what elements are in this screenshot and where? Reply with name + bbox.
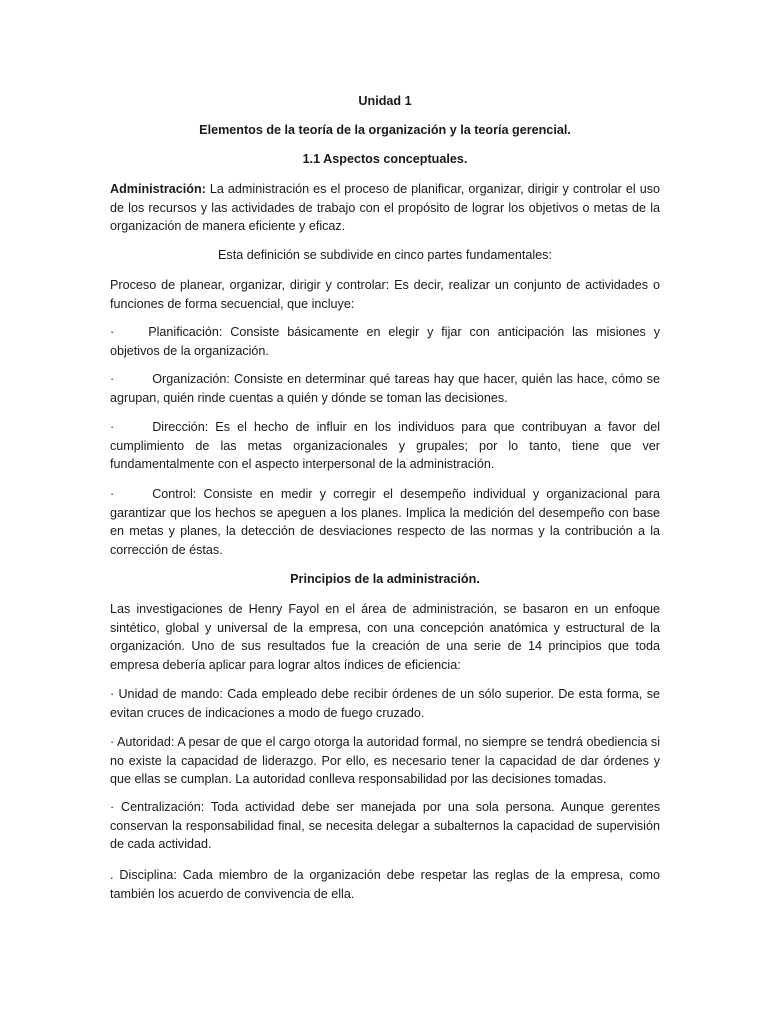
admin-definition-paragraph <box>110 180 660 236</box>
principles-intro-paragraph: Las investigaciones de Henry Fayol en el área de administración, se basaron en un enfoque sintético, global y universal de la empresa, con una concepción anatómica y estructural de la organización. Uno de sus resultados fue la creación de una serie de 14 principios que toda empresa debería aplicar para lograr altos índices de eficiencia: <box>110 602 660 672</box>
document-title: Elementos de la teoría de la organización y la teoría gerencial. <box>199 123 571 137</box>
section-heading: 1.1 Aspectos conceptuales. <box>302 152 468 166</box>
process-paragraph: Proceso de planear, organizar, dirigir y controlar: Es decir, realizar un conjunto de actividades o funciones de forma secuencial, que incluye: <box>110 278 660 311</box>
control-text: Control: Consiste en medir y corregir el desempeño individual y organizacional para garantizar que los hechos se apeguen a los planes. Implica la medición del desempeño con base en metas y planes, la detección de desviaciones respecto de las normas y la contribución a la corrección de éstas. <box>110 487 660 557</box>
admin-term: Administración: <box>110 182 206 196</box>
planificacion-text: Planificación: Consiste básicamente en elegir y fijar con anticipación las misiones y objetivos de la organización. <box>110 325 660 358</box>
centralizacion-item: · Centralización: Toda actividad debe ser manejada por una sola persona. Aunque gerentes conservan la responsabilidad final, se necesita delegar a subalternos la capacidad de supervisión de cada actividad. <box>110 800 660 852</box>
bullet: · <box>110 487 115 501</box>
direccion-item <box>110 418 660 474</box>
bullet: · <box>110 372 115 386</box>
disciplina-item: . Disciplina: Cada miembro de la organización debe respetar las reglas de la empresa, como también los acuerdo de convivencia de ella. <box>110 868 660 901</box>
direccion-text: Dirección: Es el hecho de influir en los individuos para que contribuyan a favor del cumplimiento de las metas organizacionales y grupales; por lo tanto, tiene que ver fundamentalmente con el aspecto interpersonal de la administración. <box>110 420 660 472</box>
principles-heading: Principios de la administración. <box>290 572 480 586</box>
autoridad-item: · Autoridad: A pesar de que el cargo otorga la autoridad formal, no siempre se tendrá obediencia si no existe la capacidad de liderazgo. Por ello, es necesario tener la capacidad de dar órdenes y que ellas se cumplan. La autoridad conlleva responsabilidad por las decisiones tomadas. <box>110 735 660 787</box>
unit-heading: Unidad 1 <box>358 94 412 108</box>
organizacion-text: Organización: Consiste en determinar qué tareas hay que hacer, quién las hace, cómo se agrupan, quién rinde cuentas a quién y dónde se toman las decisiones. <box>110 372 660 405</box>
bullet: · <box>110 420 115 434</box>
unidad-de-mando-item: · Unidad de mando: Cada empleado debe recibir órdenes de un sólo superior. De esta forma, se evitan cruces de indicaciones a modo de fuego cruzado. <box>110 687 660 720</box>
bullet: · <box>110 325 115 339</box>
organizacion-item <box>110 370 660 407</box>
planificacion-item <box>110 323 660 360</box>
control-item <box>110 485 660 559</box>
subdivision-heading: Esta definición se subdivide en cinco partes fundamentales: <box>218 248 552 262</box>
admin-definition-text: La administración es el proceso de planificar, organizar, dirigir y controlar el uso de los recursos y las actividades de trabajo con el propósito de lograr los objetivos o metas de la organización de manera eficiente y eficaz. <box>110 182 660 234</box>
